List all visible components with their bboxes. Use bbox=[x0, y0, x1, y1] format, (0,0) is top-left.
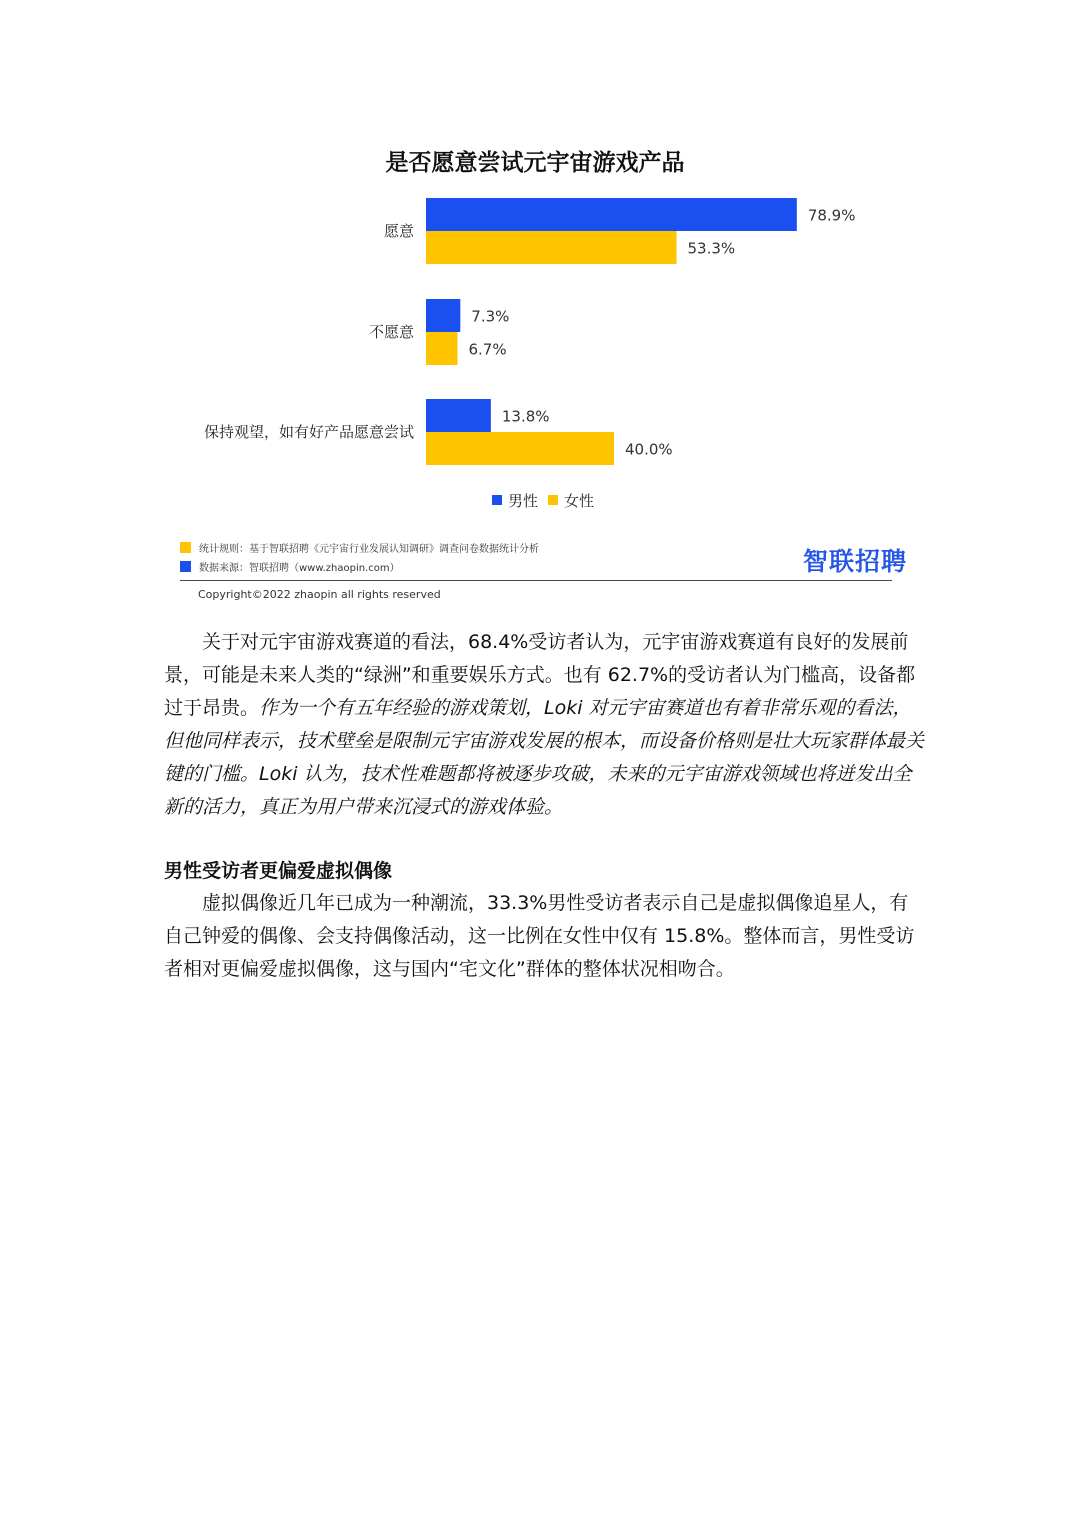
data-label: 53.3% bbox=[687, 239, 736, 258]
footnote-rule-text: 统计规则：基于智联招聘《元宇宙行业发展认知调研》调查问卷数据统计分析 bbox=[199, 544, 539, 555]
data-label: 6.7% bbox=[468, 340, 507, 359]
rule-square-icon bbox=[180, 542, 191, 553]
paragraph-1 bbox=[164, 626, 924, 824]
bar-male bbox=[426, 299, 460, 332]
chart-title: 是否愿意尝试元宇宙游戏产品 bbox=[385, 150, 685, 176]
footnote-source bbox=[180, 559, 400, 574]
bar-female bbox=[426, 432, 614, 465]
bar-male bbox=[426, 399, 491, 432]
bar-female bbox=[426, 332, 457, 365]
legend-label: 女性 bbox=[564, 492, 595, 510]
copyright-text: Copyright©2022 zhaopin all rights reserved bbox=[198, 588, 441, 601]
paragraph-1-italic: 作为一个有五年经验的游戏策划，Loki 对元宇宙赛道也有着非常乐观的看法，但他同样表示，技术壁垒是限制元宇宙游戏发展的根本，而设备价格则是壮大玩家群体最关键的门槛。Loki 认为，技术性难题都将被逐步攻破，未来的元宇宙游戏领域也将迸发出全新的活力，真正为用户带来沉浸式的游戏体验。 bbox=[164, 697, 925, 818]
footnote-rule bbox=[180, 540, 539, 555]
category-label: 不愿意 bbox=[368, 323, 414, 341]
paragraph-2: 虚拟偶像近几年已成为一种潮流，33.3%男性受访者表示自己是虚拟偶像追星人，有自己钟爱的偶像、会支持偶像活动，这一比例在女性中仅有 15.8%。整体而言，男性受访者相对更偏爱虚拟偶像，这与国内“宅文化”群体的整体状况相吻合。 bbox=[164, 892, 915, 980]
source-square-icon bbox=[180, 561, 191, 572]
paragraph-1-normal: 关于对元宇宙游戏赛道的看法，68.4%受访者认为，元宇宙游戏赛道有良好的发展前景，可能是未来人类的“绿洲”和重要娱乐方式。也有 62.7%的受访者认为门槛高，设备都过于昂贵。 bbox=[164, 631, 916, 719]
data-label: 78.9% bbox=[807, 206, 856, 225]
legend-label: 男性 bbox=[508, 492, 539, 510]
bar-male bbox=[426, 198, 797, 231]
data-label: 7.3% bbox=[471, 307, 510, 326]
bar-chart bbox=[0, 0, 1080, 530]
data-label: 13.8% bbox=[501, 407, 550, 426]
bar-female bbox=[426, 231, 677, 264]
category-label: 保持观望，如有好产品愿意尝试 bbox=[203, 423, 414, 441]
legend-swatch bbox=[548, 495, 558, 505]
divider bbox=[180, 580, 892, 581]
zhaopin-logo: 智联招聘 bbox=[803, 547, 908, 576]
section-heading: 男性受访者更偏爱虚拟偶像 bbox=[164, 860, 393, 882]
data-label: 40.0% bbox=[625, 440, 673, 459]
category-label: 愿意 bbox=[383, 222, 414, 240]
legend-swatch bbox=[492, 495, 502, 505]
footnote-source-text: 数据来源：智联招聘（www.zhaopin.com） bbox=[199, 563, 400, 574]
